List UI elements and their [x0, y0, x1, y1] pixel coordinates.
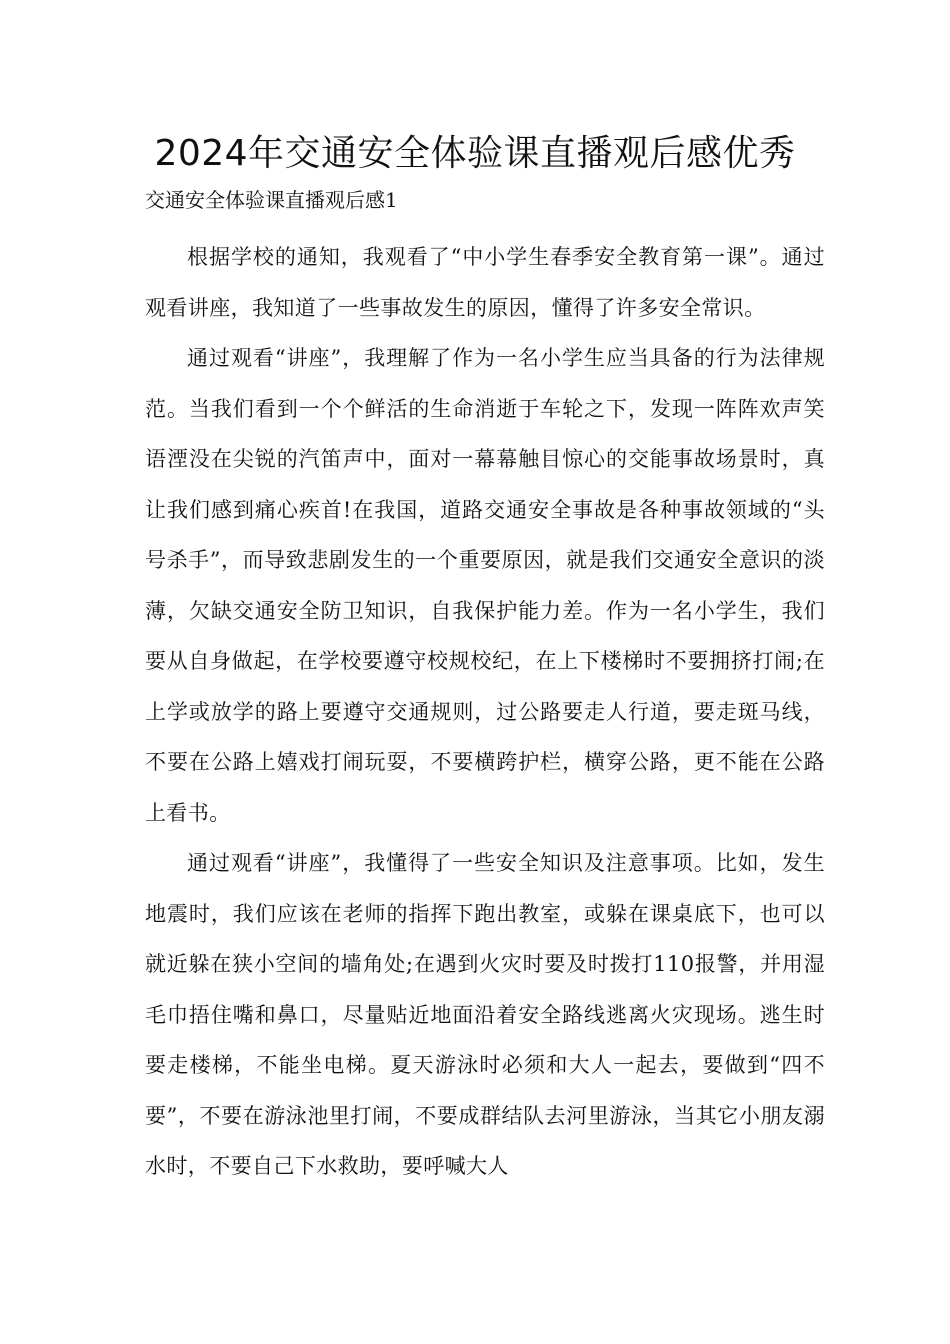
document-body [145, 232, 825, 1192]
document-title: 2024年交通安全体验课直播观后感优秀 [154, 133, 796, 174]
document-subtitle: 交通安全体验课直播观后感1 [145, 188, 398, 212]
body-paragraph: 通过观看“讲座”，我懂得了一些安全知识及注意事项。比如，发生地震时，我们应该在老师的指挥下跑出教室，或躲在课桌底下，也可以就近躲在狭小空间的墙角处;在遇到火灾时要及时拨打110报警，并用湿毛巾捂住嘴和鼻口，尽量贴近地面沿着安全路线逃离火灾现场。逃生时要走楼梯，不能坐电梯。夏天游泳时必须和大人一起去，要做到“四不要”，不要在游泳池里打闹，不要成群结队去河里游泳，当其它小朋友溺水时，不要自己下水救助，要呼喊大人 [145, 851, 825, 1178]
body-paragraph: 根据学校的通知，我观看了“中小学生春季安全教育第一课”。通过观看讲座，我知道了一些事故发生的原因，懂得了许多安全常识。 [145, 245, 825, 320]
body-paragraph: 通过观看“讲座”，我理解了作为一名小学生应当具备的行为法律规范。当我们看到一个个鲜活的生命消逝于车轮之下，发现一阵阵欢声笑语湮没在尖锐的汽笛声中，面对一幕幕触目惊心的交能事故场景时，真让我们感到痛心疾首!在我国，道路交通安全事故是各种事故领域的“头号杀手”，而导致悲剧发生的一个重要原因，就是我们交通安全意识的淡薄，欠缺交通安全防卫知识，自我保护能力差。作为一名小学生，我们要从自身做起，在学校要遵守校规校纪，在上下楼梯时不要拥挤打闹;在上学或放学的路上要遵守交通规则，过公路要走人行道，要走斑马线，不要在公路上嬉戏打闹玩耍，不要横跨护栏，横穿公路，更不能在公路上看书。 [145, 346, 825, 825]
